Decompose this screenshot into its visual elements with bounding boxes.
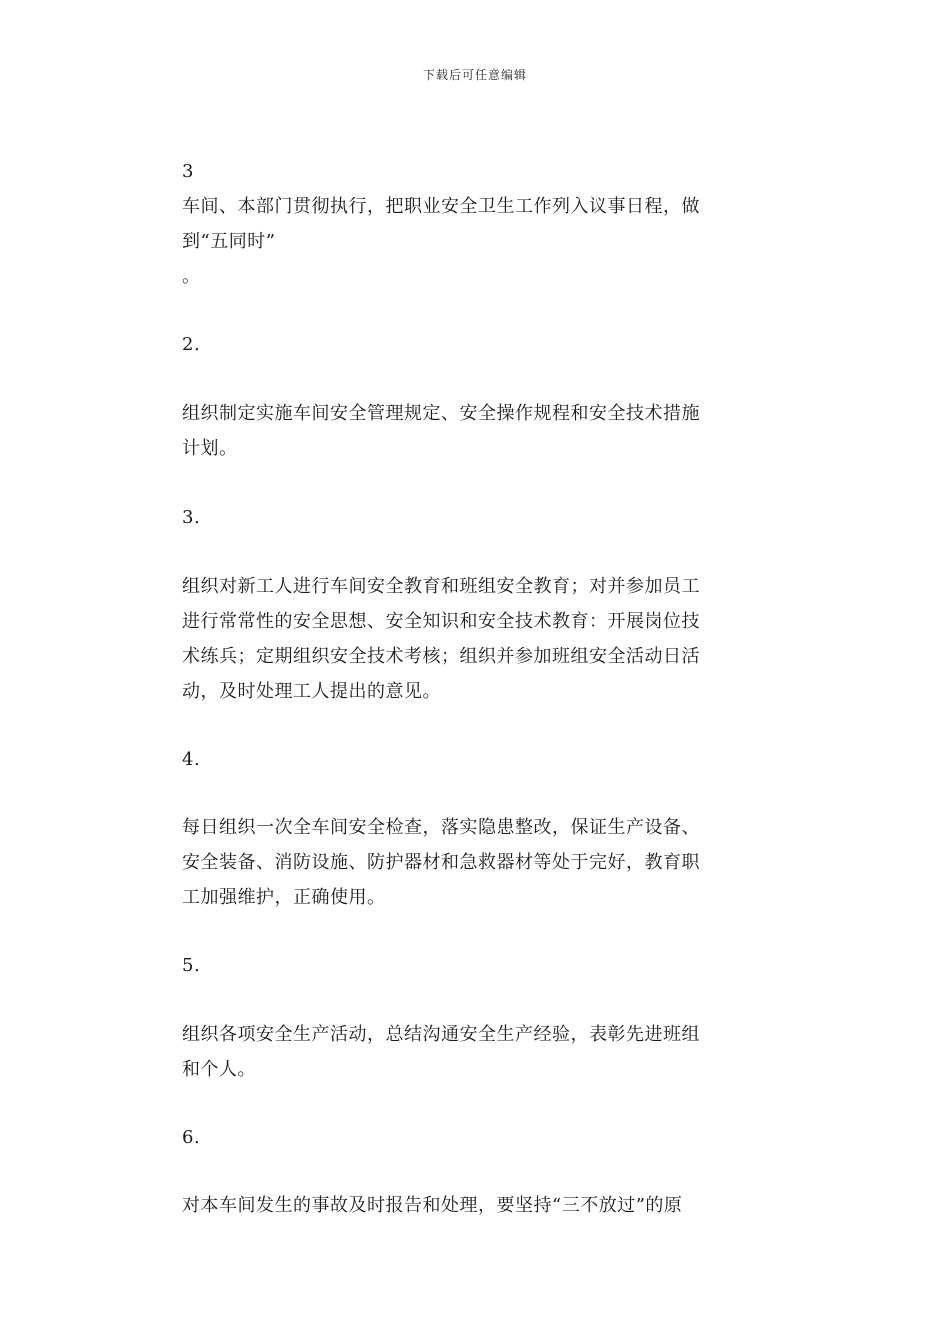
paragraph-line: 动，及时处理工人提出的意见。	[182, 681, 441, 702]
paragraph-line: 组织制定实施车间安全管理规定、安全操作规程和安全技术措施	[182, 403, 700, 424]
paragraph-line: 。	[182, 266, 201, 287]
item-number: 5.	[182, 955, 201, 976]
paragraph-line: 到“五同时”	[182, 231, 276, 252]
paragraph-line: 组织对新工人进行车间安全教育和班组安全教育；对并参加员工	[182, 576, 700, 597]
paragraph-line: 工加强维护，正确使用。	[182, 887, 386, 908]
paragraph-line: 对本车间发生的事故及时报告和处理，要坚持“三不放过”的原	[182, 1195, 683, 1216]
paragraph-line: 术练兵；定期组织安全技术考核；组织并参加班组安全活动日活	[182, 646, 700, 667]
item-number: 3	[182, 161, 194, 182]
paragraph-line: 进行常常性的安全思想、安全知识和安全技术教育：开展岗位技	[182, 611, 700, 632]
item-number: 6.	[182, 1127, 201, 1148]
paragraph-line: 车间、本部门贯彻执行，把职业安全卫生工作列入议事日程，做	[182, 196, 700, 217]
paragraph-line: 计划。	[182, 438, 238, 459]
item-number: 3.	[182, 507, 201, 528]
page-header: 下载后可任意编辑	[422, 68, 527, 82]
item-number: 4.	[182, 749, 201, 770]
item-number: 2.	[182, 334, 201, 355]
paragraph-line: 每日组织一次全车间安全检查，落实隐患整改，保证生产设备、	[182, 817, 700, 838]
paragraph-line: 和个人。	[182, 1059, 256, 1080]
paragraph-line: 安全装备、消防设施、防护器材和急救器材等处于完好，教育职	[182, 852, 700, 873]
paragraph-line: 组织各项安全生产活动，总结沟通安全生产经验，表彰先进班组	[182, 1024, 700, 1045]
